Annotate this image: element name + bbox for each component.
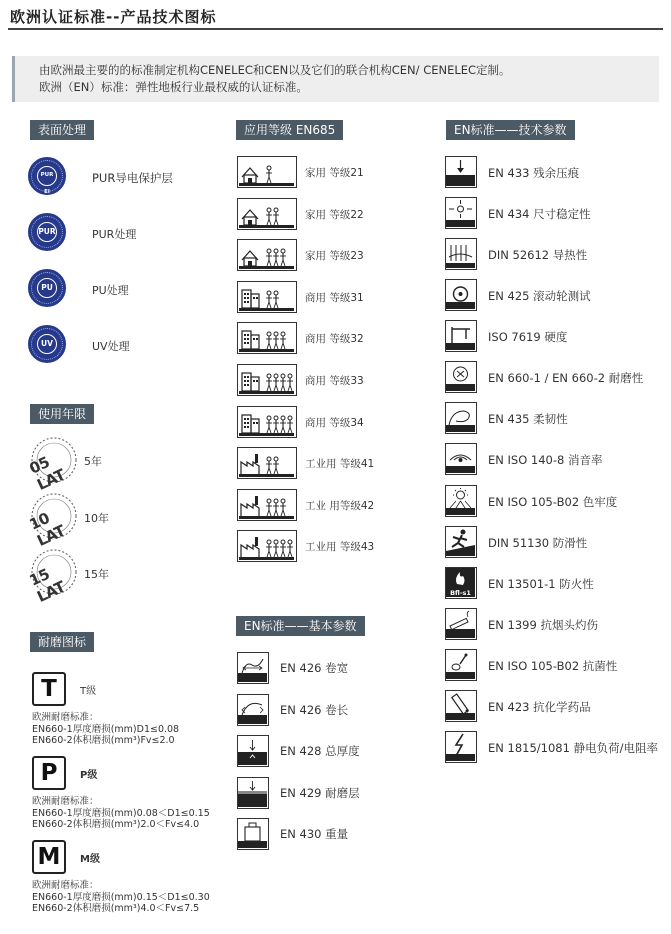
tech-param-label: EN ISO 140-8 消音率 [488, 453, 603, 468]
lifespan-tag: 使用年限 [30, 404, 94, 424]
usage-level-33-icon [237, 364, 297, 396]
usage-level-22-icon [237, 198, 297, 230]
weight-icon [237, 818, 269, 850]
usage-level-34-icon [237, 406, 297, 438]
chemical-resistance-icon [445, 690, 477, 722]
abrasion-t-desc: 欧洲耐磨标准： EN660-1厚度磨损(mm)D1≤0.08 EN660-2体积磨损(mm³)Fv≤2.0 [32, 712, 180, 746]
lifespan-label-10: 10年 [84, 512, 109, 525]
tech-param-label: EN 13501-1 防火性 [488, 576, 594, 591]
usage-level-34-label: 商用 等级34 [305, 416, 364, 429]
surface-label-4: UV处理 [92, 340, 130, 353]
total-thickness-icon [237, 735, 269, 767]
surface-tag: 表面处理 [30, 120, 94, 140]
intro-line-1: 由欧洲最主要的的标准制定机构CENELEC和CEN以及它们的联合机构CEN/ CENELEC定制。 [39, 63, 511, 77]
usage-level-33-label: 商用 等级33 [305, 375, 364, 387]
tech-param-label: EN 425 滚动轮测试 [488, 289, 591, 304]
tech-param-label: EN 433 残余压痕 [488, 166, 580, 180]
usage-level-23-label: 家用 等级23 [305, 250, 364, 263]
tech-param-label: EN ISO 105-B02 抗菌性 [488, 658, 618, 673]
abrasion-p-label: P级 [80, 770, 98, 781]
pur-badge-icon: PUR [28, 213, 66, 251]
lifespan-label-15: 15年 [84, 568, 109, 581]
title-divider [8, 28, 663, 30]
roll-width-icon [237, 652, 269, 684]
usage-level-43-label: 工业用 等级43 [305, 541, 375, 554]
residual-indentation-icon [445, 156, 477, 188]
abrasion-m-icon: M [32, 840, 66, 874]
stamp-5-years-icon: 05 LAT [30, 436, 78, 484]
colour-fastness-icon [445, 485, 477, 517]
fire-resistance-icon [445, 567, 477, 599]
usage-level-32-label: 商用 等级32 [305, 333, 364, 346]
usage-level-31-icon [237, 281, 297, 313]
basic-param-label: EN 428 总厚度 [280, 744, 360, 759]
surface-label-3: PU处理 [92, 284, 129, 297]
intro-line-2: 欧洲（EN）标准：弹性地板行业最权威的认证标准。 [39, 80, 308, 94]
stamp-15-years-icon: 15 LAT [30, 548, 78, 596]
usage-level-43-icon [237, 530, 297, 562]
usage-level-21-label: 家用 等级21 [305, 167, 364, 179]
tech-param-label: EN 435 柔韧性 [488, 412, 568, 427]
surface-label-1: PUR导电保护层 [92, 171, 173, 185]
abrasion-p-icon: P [32, 756, 66, 790]
tech-param-label: EN ISO 105-B02 色牢度 [488, 494, 618, 509]
surface-label-2: PUR处理 [92, 228, 137, 241]
svg-text:Bfl-s1: Bfl-s1 [450, 588, 471, 597]
hardness-icon [445, 320, 477, 352]
usage-level-32-icon [237, 322, 297, 354]
abrasion-m-label: M级 [80, 854, 100, 865]
abrasion-resistance-icon [445, 361, 477, 393]
usage-level-42-label: 工业 用等级42 [305, 499, 375, 512]
tech-param-label: DIN 51130 防滑性 [488, 535, 588, 550]
usage-level-23-icon [237, 239, 297, 271]
basic-param-label: EN 426 卷宽 [280, 661, 349, 675]
usage-level-41-icon [237, 447, 297, 479]
antistatic-icon [445, 731, 477, 763]
wear-layer-icon [237, 777, 269, 809]
tech-param-label: EN 1399 抗烟头灼伤 [488, 617, 598, 632]
usage-level-21-icon [237, 156, 297, 188]
roll-length-icon [237, 694, 269, 726]
pur-ei-badge-icon: PUR EI [28, 157, 66, 195]
tech-param-label: EN 660-1 / EN 660-2 耐磨性 [488, 371, 644, 386]
basic-param-label: EN 429 耐磨层 [280, 785, 360, 800]
usage-level-42-icon [237, 489, 297, 521]
abrasion-tag: 耐磨图标 [30, 632, 94, 652]
intro-box [12, 56, 659, 102]
basic-param-label: EN 426 卷长 [280, 702, 349, 717]
flexibility-icon [445, 402, 477, 434]
usage-level-41-label: 工业用 等级41 [305, 458, 375, 471]
lifespan-label-5: 5年 [84, 455, 102, 468]
usage-level-22-label: 家用 等级22 [305, 208, 364, 221]
abrasion-m-desc: 欧洲耐磨标准： EN660-1厚度磨损(mm)0.15＜D1≤0.30 EN660-2体积磨损(mm³)4.0＜Fv≤7.5 [32, 880, 210, 914]
abrasion-p-desc: 欧洲耐磨标准： EN660-1厚度磨损(mm)0.08＜D1≤0.15 EN660-2体积磨损(mm³)2.0＜Fv≤4.0 [32, 796, 210, 830]
pu-badge-icon: PU [28, 269, 66, 307]
page-title: 欧洲认证标准--产品技术图标 [10, 8, 217, 26]
castor-chair-icon [445, 279, 477, 311]
abrasion-t-label: T级 [80, 686, 97, 697]
basic-tag: EN标准——基本参数 [236, 616, 365, 636]
usage-level-31-label: 商用 等级31 [305, 291, 364, 304]
tech-param-label: ISO 7619 硬度 [488, 330, 568, 345]
dimensional-stability-icon [445, 197, 477, 229]
uv-badge-icon: UV [28, 325, 66, 363]
tech-param-label: EN 1815/1081 静电负荷/电阻率 [488, 740, 658, 755]
tech-param-label: EN 434 尺寸稳定性 [488, 207, 591, 222]
tech-param-label: EN 423 抗化学药品 [488, 699, 591, 714]
stamp-10-years-icon: 10 LAT [30, 492, 78, 540]
technical-tag: EN标准——技术参数 [446, 120, 575, 140]
basic-param-label: EN 430 重量 [280, 827, 349, 842]
slip-resistance-icon [445, 526, 477, 558]
tech-param-label: DIN 52612 导热性 [488, 248, 588, 263]
antibacterial-icon [445, 649, 477, 681]
abrasion-t-icon: T [32, 672, 66, 706]
thermal-conductivity-icon [445, 238, 477, 270]
cigarette-burn-icon [445, 608, 477, 640]
sound-reduction-icon [445, 443, 477, 475]
levels-tag: 应用等级 EN685 [236, 120, 343, 140]
